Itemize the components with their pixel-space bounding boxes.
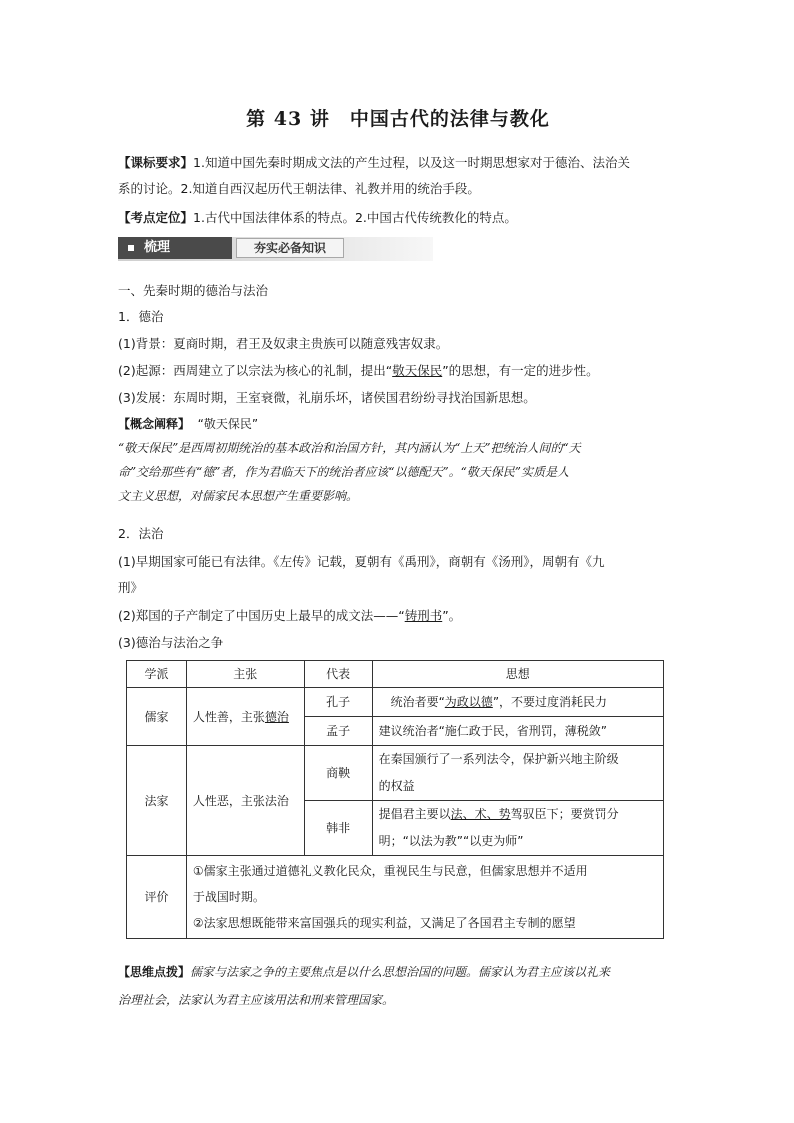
fazhi-p1-line2: 刑》 (118, 580, 144, 595)
table-row (127, 688, 664, 717)
idea-hanfei (372, 801, 663, 856)
concept-line3: 文主义思想，对儒家民本思想产生重要影响。 (118, 489, 359, 503)
claim-ru-underlined: 德治 (264, 709, 289, 724)
origin-post: ”的思想，有一定的进步性。 (442, 363, 599, 378)
dezhi-background: (1)背景：夏商时期，君王及奴隶主贵族可以随意残害奴隶。 (118, 336, 449, 351)
sub-heading-fazhi: 2．法治 (118, 526, 164, 541)
page-title: 第 43 讲 中国古代的法律与教化 (246, 108, 550, 130)
claim-ru (186, 688, 304, 746)
idea-kongzi (372, 688, 663, 717)
fazhi-p3: (3)德治与法治之争 (118, 635, 224, 650)
positioning-text: 1.古代中国法律体系的特点。2.中国古代传统教化的特点。 (193, 210, 517, 225)
square-icon (128, 245, 134, 251)
idea-hanfei-pre: 提倡君主要以 (378, 807, 451, 821)
rep-shangyang: 商鞅 (304, 746, 372, 801)
header-idea: 思想 (372, 661, 663, 688)
origin-underlined: 敬天保民 (392, 363, 443, 378)
concept-heading (118, 412, 680, 436)
positioning-line (118, 205, 678, 231)
idea-hanfei-line2: 明；“以法为教”“以吏为师” (378, 834, 524, 848)
thinking-box (118, 958, 680, 1014)
eval-line2: 于战国时期。 (192, 890, 265, 904)
table-row (127, 856, 664, 939)
school-fa: 法家 (127, 746, 187, 856)
band-light-label: 夯实必备知识 (236, 238, 344, 258)
eval-label: 评价 (127, 856, 187, 939)
table-header-row (127, 661, 664, 688)
thinking-line1 (118, 958, 680, 986)
requirements-tag: 【课标要求】 (118, 155, 194, 170)
p2-post: ”。 (442, 608, 462, 623)
requirements-line1 (118, 150, 678, 176)
p2-underlined: 铸刑书 (404, 608, 443, 623)
idea-shangyang-line1: 在秦国颁行了一系列法令，保护新兴地主阶级 (378, 752, 619, 766)
eval-line3: ②法家思想既能带来富国强兵的现实利益，又满足了各国君主专制的愿望 (192, 916, 576, 930)
dezhi-origin (118, 358, 678, 384)
thinking-text1: 儒家与法家之争的主要焦点是以什么思想治国的问题。儒家认为君主应该以礼来 (190, 965, 611, 979)
requirements-text1: 1.知道中国先秦时期成文法的产生过程，以及这一时期思想家对于德治、法治关 (193, 155, 630, 170)
table-row (127, 746, 664, 801)
idea-shangyang (372, 746, 663, 801)
header-representative: 代表 (304, 661, 372, 688)
header-school: 学派 (127, 661, 187, 688)
idea-hanfei-line1 (379, 801, 657, 828)
concept-line1: “敬天保民”是西周初期统治的基本政治和治国方针，其内涵认为“上天”把统治人间的“天 (118, 441, 581, 455)
positioning-tag: 【考点定位】 (118, 210, 194, 225)
header-claim: 主张 (186, 661, 304, 688)
eval-content (186, 856, 663, 939)
rep-kongzi: 孔子 (304, 688, 372, 717)
idea-hanfei-underlined: 法、术、势 (450, 807, 511, 821)
section1-title: 一、先秦时期的德治与法治 (118, 283, 269, 298)
thinking-line2: 治理社会，法家认为君主应该用法和刑来管理国家。 (118, 993, 395, 1007)
section-band (118, 237, 433, 261)
p2-pre: (2)郑国的子产制定了中国历史上最早的成文法——“ (118, 608, 405, 623)
band-dark-text: 梳理 (144, 240, 171, 255)
idea-shangyang-line2: 的权益 (378, 779, 415, 793)
school-ru: 儒家 (127, 688, 187, 746)
band-dark-label (118, 237, 232, 259)
sub-heading-dezhi: 1．德治 (118, 309, 164, 324)
claim-fa: 人性恶，主张法治 (186, 746, 304, 856)
thinking-tag: 【思维点拨】 (118, 965, 191, 979)
idea-kongzi-post: ”，不要过度消耗民力 (492, 695, 608, 709)
eval-line1: ①儒家主张通过道德礼义教化民众，重视民生与民意，但儒家思想并不适用 (192, 864, 588, 878)
comparison-table (126, 660, 664, 939)
requirements-line2: 系的讨论。2.知道自西汉起历代王朝法律、礼教并用的统治手段。 (118, 181, 480, 196)
idea-mengzi: 建议统治者“施仁政于民，省刑罚，薄税敛” (372, 717, 663, 746)
fazhi-p1-line1: (1)早期国家可能已有法律。《左传》记载，夏朝有《禹刑》，商朝有《汤刑》，周朝有《九 (118, 554, 605, 569)
dezhi-development: (3)发展：东周时期，王室衰微，礼崩乐坏，诸侯国君纷纷寻找治国新思想。 (118, 390, 536, 405)
idea-kongzi-underlined: 为政以德 (444, 695, 493, 709)
fazhi-p2 (118, 603, 678, 629)
idea-kongzi-pre: 统治者要“ (390, 695, 445, 709)
claim-ru-pre: 人性善，主张 (192, 709, 265, 724)
concept-box (118, 412, 680, 508)
concept-term: “敬天保民” (197, 417, 259, 431)
concept-line2: 命”交给那些有“德”者，作为君临天下的统治者应该“以德配天”。“敬天保民”实质是人 (118, 465, 569, 479)
idea-hanfei-mid: 驾驭臣下；要赏罚分 (510, 807, 619, 821)
concept-tag: 【概念阐释】 (118, 417, 191, 431)
rep-hanfei: 韩非 (304, 801, 372, 856)
origin-pre: (2)起源：西周建立了以宗法为核心的礼制，提出“ (118, 363, 393, 378)
rep-mengzi: 孟子 (304, 717, 372, 746)
